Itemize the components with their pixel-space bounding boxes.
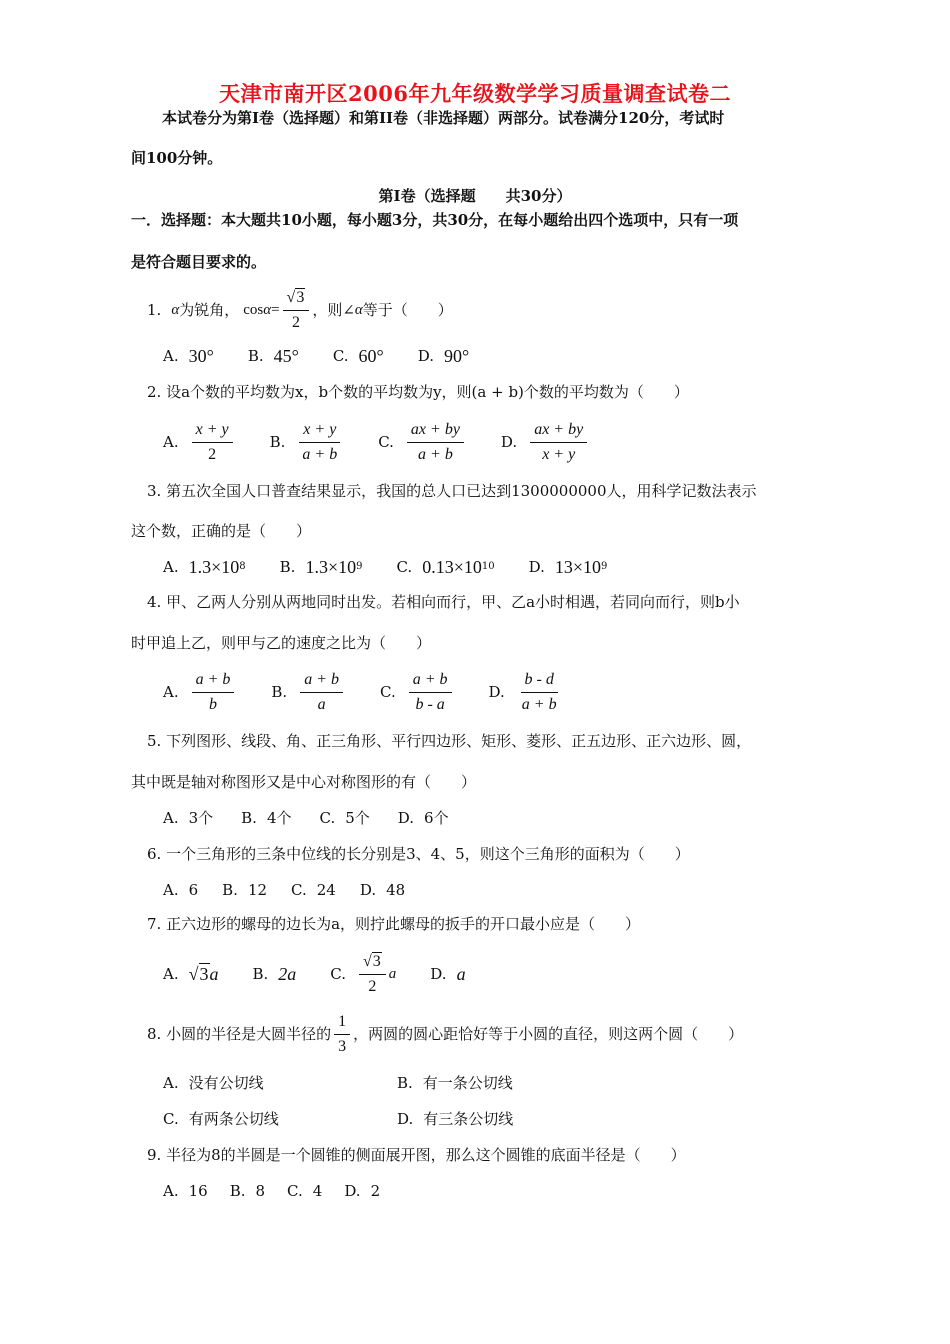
option-a[interactable] xyxy=(163,420,236,465)
question-1 xyxy=(147,290,453,330)
option-label: C. xyxy=(319,809,336,827)
option-d[interactable] xyxy=(418,346,469,366)
question-1-options xyxy=(163,346,503,366)
option-label: B. xyxy=(222,881,238,899)
option-a[interactable] xyxy=(163,880,198,900)
option-value: 8 xyxy=(255,1182,266,1200)
question-text: ，两圆的圆心距恰好等于小圆的直径，则这两个圆（ ） xyxy=(353,1025,744,1043)
numerator: x + y xyxy=(192,420,233,443)
option-d[interactable] xyxy=(398,808,449,828)
option-c[interactable] xyxy=(396,557,494,577)
option-value: 没有公切线 xyxy=(188,1074,264,1092)
numerator: x + y xyxy=(299,420,340,443)
denominator: 2 xyxy=(368,977,377,995)
numerator: b - d xyxy=(521,670,558,693)
option-fraction xyxy=(192,670,235,715)
question-number: 1. xyxy=(147,301,162,319)
section-instructions-2: 是符合题目要求的。 xyxy=(131,253,267,271)
option-base: 1.3×10 xyxy=(305,557,357,577)
denominator: x + y xyxy=(542,445,576,463)
option-d[interactable] xyxy=(489,670,564,715)
option-c[interactable] xyxy=(291,880,336,900)
option-a[interactable] xyxy=(163,1181,208,1201)
radicand: 3 xyxy=(296,288,305,306)
option-label: B. xyxy=(279,558,296,576)
option-base: 13×10 xyxy=(554,557,601,577)
option-label: A. xyxy=(163,433,179,451)
option-base: 0.13×10 xyxy=(422,557,482,577)
option-label: A. xyxy=(163,881,179,899)
option-d[interactable] xyxy=(344,1181,380,1201)
option-value: 45° xyxy=(273,346,299,366)
option-a[interactable] xyxy=(163,670,237,715)
intro-line-2: 间100分钟。 xyxy=(131,149,223,167)
option-label: A. xyxy=(163,965,179,983)
question-4-line-2: 时甲追上乙，则甲与乙的速度之比为（ ） xyxy=(131,634,432,652)
option-c[interactable] xyxy=(320,808,370,828)
denominator: a + b xyxy=(521,695,557,713)
section-heading: 第Ⅰ卷（选择题 共30分） xyxy=(378,187,572,205)
radicand: 3 xyxy=(372,952,381,970)
option-label: B. xyxy=(397,1074,413,1092)
option-value: 6个 xyxy=(424,809,449,827)
option-label: B. xyxy=(252,965,269,983)
option-label: A. xyxy=(163,558,179,576)
option-value: 30° xyxy=(188,346,214,366)
question-4-line-1: 4. 甲、乙两人分别从两地同时出发。若相向而行，甲、乙a小时相遇，若同向而行，则b小 xyxy=(147,593,740,611)
option-label: D. xyxy=(359,881,377,899)
option-fraction xyxy=(192,420,233,465)
question-6: 6. 一个三角形的三条中位线的长分别是3、4、5，则这个三角形的面积为（ ） xyxy=(147,845,690,863)
denominator: b xyxy=(209,695,217,713)
numerator: ax + by xyxy=(530,420,587,443)
option-exponent: 8 xyxy=(239,561,246,572)
option-d[interactable] xyxy=(501,420,590,465)
question-text: ，则∠ xyxy=(312,301,355,319)
question-text: 为锐角， xyxy=(179,301,240,319)
option-c[interactable] xyxy=(333,346,384,366)
option-label: C. xyxy=(163,1110,179,1128)
option-value: 24 xyxy=(316,881,336,899)
option-base: 1.3×10 xyxy=(188,557,240,577)
option-label: D. xyxy=(417,347,434,365)
option-label: B. xyxy=(241,809,257,827)
option-value: a xyxy=(456,964,466,984)
question-8 xyxy=(147,1012,743,1056)
option-label: B. xyxy=(269,433,286,451)
option-b[interactable] xyxy=(253,964,297,984)
question-4-options xyxy=(163,670,598,714)
option-value: 12 xyxy=(247,881,268,899)
option-d[interactable] xyxy=(430,964,465,984)
question-3-line-1: 3. 第五次全国人口普查结果显示，我国的总人口已达到1300000000人，用科学记数法表示 xyxy=(147,482,757,500)
option-value: 60° xyxy=(358,346,384,366)
denominator: a xyxy=(317,695,326,713)
option-value: 48 xyxy=(386,881,406,899)
option-b[interactable] xyxy=(280,557,363,577)
option-b[interactable] xyxy=(241,808,291,828)
denominator: 2 xyxy=(291,313,300,331)
intro-line-1: 本试卷分为第Ⅰ卷（选择题）和第II卷（非选择题）两部分。试卷满分120分，考试时 xyxy=(162,109,725,127)
option-b[interactable] xyxy=(222,880,267,900)
question-3-options xyxy=(163,557,641,577)
equals-sign: = xyxy=(271,302,280,318)
radicand: 3 xyxy=(199,964,209,984)
option-variable: a xyxy=(388,966,397,982)
option-label: A. xyxy=(163,1074,179,1092)
option-value: 6 xyxy=(188,881,199,899)
section-instructions-1: 一．选择题：本大题共10小题，每小题3分，共30分，在每小题给出四个选项中，只有一项 xyxy=(131,211,739,229)
option-d[interactable] xyxy=(397,1109,513,1129)
option-fraction xyxy=(518,670,561,715)
option-label: A. xyxy=(163,683,179,701)
question-3-line-2: 这个数，正确的是（ ） xyxy=(131,522,312,540)
option-c[interactable] xyxy=(378,420,467,465)
option-variable: a xyxy=(209,964,219,984)
option-b[interactable] xyxy=(270,420,345,465)
option-label: C. xyxy=(380,683,396,701)
option-fraction xyxy=(530,420,587,465)
numerator: a + b xyxy=(409,670,452,693)
option-value: 有一条公切线 xyxy=(422,1074,513,1092)
option-a[interactable] xyxy=(163,346,214,366)
question-5-line-1: 5. 下列图形、线段、角、正三角形、平行四边形、矩形、菱形、正五边形、正六边形、圆， xyxy=(147,732,752,750)
option-exponent: 9 xyxy=(601,561,608,572)
option-value: 3个 xyxy=(188,809,214,827)
option-b[interactable] xyxy=(271,670,346,715)
alpha-symbol: α xyxy=(171,302,180,318)
alpha-symbol: α xyxy=(354,302,363,318)
option-a[interactable] xyxy=(163,808,213,828)
option-label: C. xyxy=(396,558,413,576)
fraction-sqrt3-over-2: $\frac{√3}{2}$ xyxy=(283,288,310,333)
option-label: D. xyxy=(500,433,518,451)
option-c[interactable] xyxy=(380,670,455,715)
question-text: 8. 小圆的半径是大圆半径的 xyxy=(147,1025,332,1043)
question-5-line-2: 其中既是轴对称图形又是中心对称图形的有（ ） xyxy=(131,773,477,791)
option-c[interactable] xyxy=(287,1181,322,1201)
option-value: 有两条公切线 xyxy=(188,1110,279,1128)
option-label: C. xyxy=(378,433,394,451)
option-value: 90° xyxy=(444,346,470,366)
numerator: ax + by xyxy=(407,420,464,443)
option-label: D. xyxy=(344,1182,361,1200)
option-c[interactable] xyxy=(330,952,396,997)
option-value: 2a xyxy=(278,964,297,984)
option-a[interactable] xyxy=(163,1073,397,1093)
option-label: C. xyxy=(332,347,349,365)
option-label: D. xyxy=(397,1110,414,1128)
question-7: 7. 正六边形的螺母的边长为a，则拧此螺母的扳手的开口最小应是（ ） xyxy=(147,915,641,933)
option-value: 4个 xyxy=(266,809,292,827)
question-2: 2. 设a个数的平均数为x，b个数的平均数为y，则(a + b)个数的平均数为（ ） xyxy=(147,383,689,401)
option-value: 有三条公切线 xyxy=(423,1110,514,1128)
option-label: A. xyxy=(163,347,179,365)
denominator: 2 xyxy=(208,445,217,463)
question-9-options xyxy=(163,1181,414,1201)
fraction-one-third xyxy=(334,1012,350,1057)
option-fraction xyxy=(298,420,341,465)
option-d[interactable] xyxy=(360,880,405,900)
question-8-options-row-1 xyxy=(163,1073,513,1093)
exam-title: 天津市南开区2006年九年级数学学习质量调查试卷二 xyxy=(219,81,731,106)
question-text: 等于（ ） xyxy=(362,301,453,319)
option-fraction xyxy=(300,670,343,715)
question-2-options xyxy=(163,420,624,464)
option-value: 2 xyxy=(370,1182,381,1200)
option-label: C. xyxy=(330,965,347,983)
denominator: b - a xyxy=(415,695,445,713)
option-fraction xyxy=(407,420,464,465)
option-exponent: 10 xyxy=(481,561,495,572)
option-b[interactable] xyxy=(248,346,299,366)
option-label: A. xyxy=(163,809,179,827)
option-fraction xyxy=(409,670,452,715)
option-a[interactable] xyxy=(163,557,246,577)
numerator: a + b xyxy=(192,670,235,693)
question-7-options xyxy=(163,952,500,996)
option-d[interactable] xyxy=(529,557,608,577)
denominator: 3 xyxy=(338,1037,347,1055)
option-exponent: 9 xyxy=(356,561,363,572)
option-value: 4 xyxy=(312,1182,323,1200)
option-fraction: $\frac{√3}{2}$ xyxy=(359,952,386,997)
option-c[interactable] xyxy=(163,1109,397,1129)
question-6-options xyxy=(163,880,439,900)
option-b[interactable] xyxy=(230,1181,265,1201)
denominator: a + b xyxy=(302,445,338,463)
option-label: A. xyxy=(163,1182,179,1200)
alpha-symbol: α xyxy=(263,302,272,318)
option-label: D. xyxy=(488,683,505,701)
question-9: 9. 半径为8的半圆是一个圆锥的侧面展开图，那么这个圆锥的底面半径是（ ） xyxy=(147,1146,686,1164)
option-label: B. xyxy=(247,347,264,365)
option-label: C. xyxy=(291,881,307,899)
option-value: 5个 xyxy=(345,809,370,827)
question-8-options-row-2 xyxy=(163,1109,513,1129)
numerator: a + b xyxy=(300,670,343,693)
option-label: C. xyxy=(287,1182,303,1200)
option-b[interactable] xyxy=(397,1073,513,1093)
option-label: D. xyxy=(430,965,447,983)
option-a[interactable]: A. √3 a xyxy=(163,964,219,984)
numerator: 1 xyxy=(334,1012,350,1035)
option-label: D. xyxy=(528,558,545,576)
question-5-options xyxy=(163,808,483,828)
option-label: B. xyxy=(229,1182,246,1200)
option-value: 16 xyxy=(188,1182,208,1200)
cos-function: cos xyxy=(243,302,264,318)
denominator: a + b xyxy=(418,445,453,463)
option-label: D. xyxy=(397,809,415,827)
option-label: B. xyxy=(271,683,288,701)
